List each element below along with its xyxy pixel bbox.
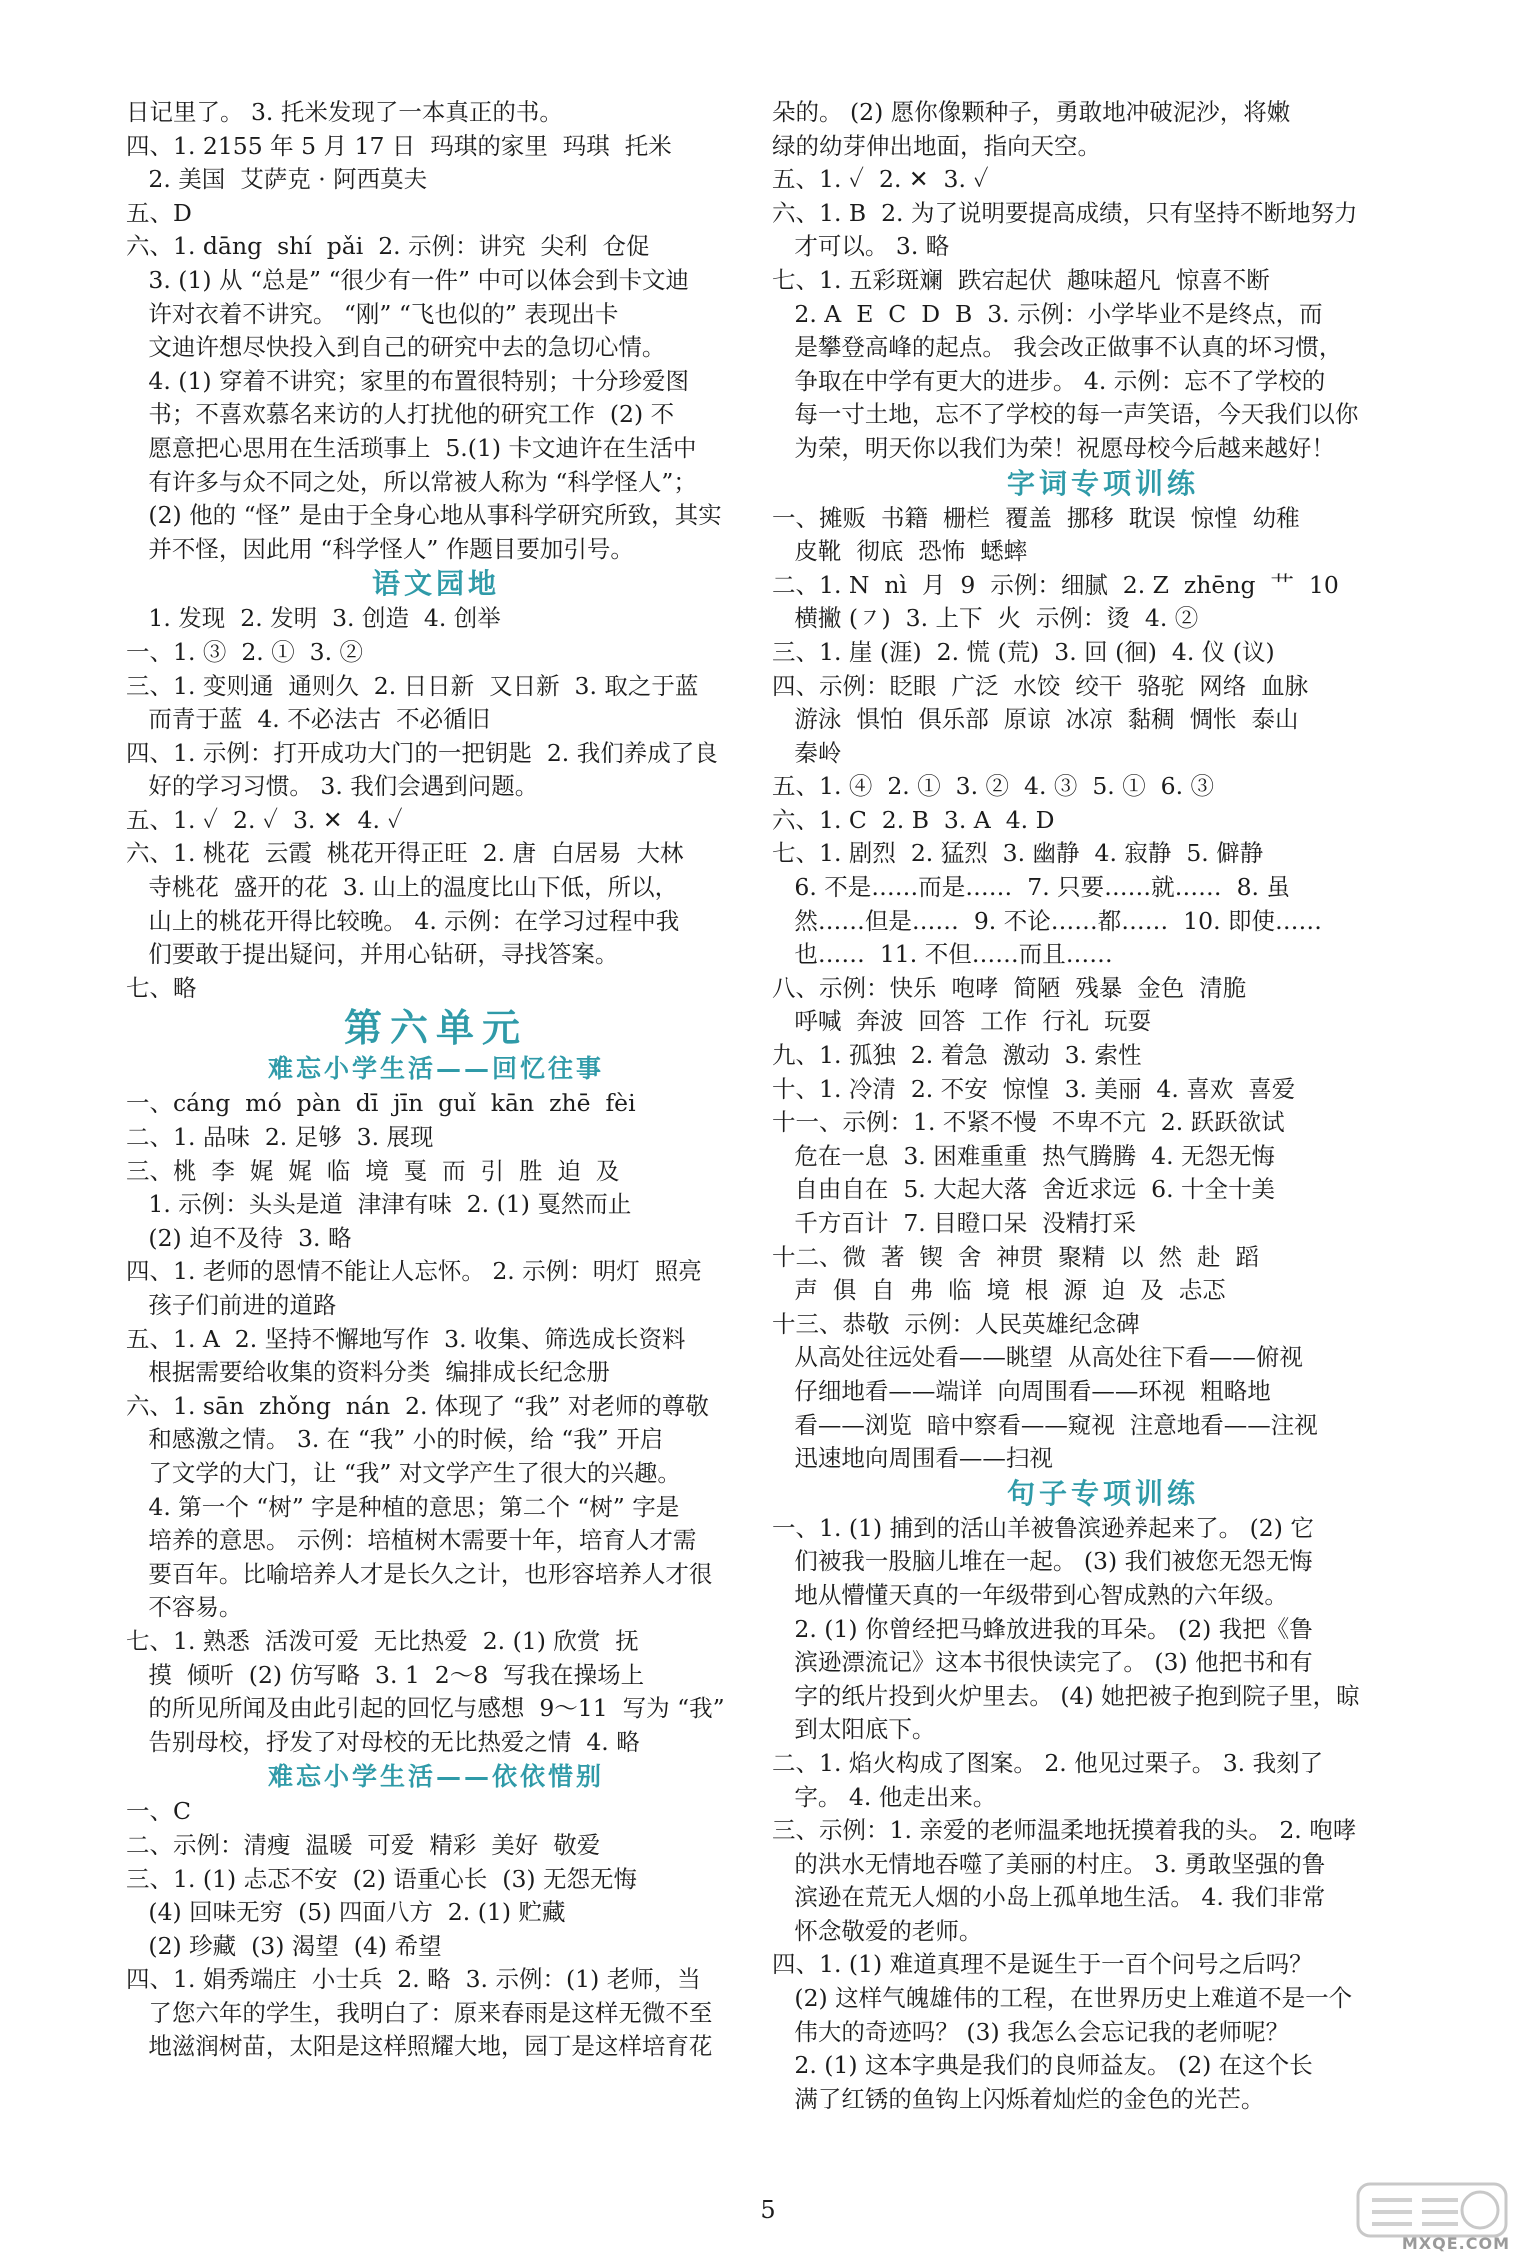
answer-line: 许对衣着不讲究。 “刚” “飞也似的” 表现出卡 — [126, 299, 619, 328]
answer-line: 二、1. 焰火构成了图案。 2. 他见过栗子。 3. 我刻了 — [772, 1748, 1324, 1777]
answer-line: (4) 回味无穷 (5) 四面八方 2. (1) 贮藏 — [126, 1898, 566, 1927]
answer-line: 了文学的大门，让 “我” 对文学产生了很大的兴趣。 — [126, 1458, 681, 1487]
answer-line: 并不怪，因此用 “科学怪人” 作题目要加引号。 — [126, 534, 634, 563]
answer-line: 2. A E C D B 3. 示例：小学毕业不是终点，而 — [772, 299, 1323, 328]
answer-line: 滨逊漂流记》这本书很快读完了。 (3) 他把书和有 — [772, 1648, 1313, 1677]
answer-line: 七、1. 熟悉 活泼可爱 无比热爱 2. (1) 欣赏 抚 — [126, 1626, 639, 1655]
answer-line: 横撇 (㇇) 3. 上下 火 示例：烫 4. ② — [772, 604, 1199, 633]
answer-line: 才可以。 3. 略 — [772, 232, 950, 261]
answer-line: 要百年。比喻培养人才是长久之计，也形容培养人才很 — [126, 1559, 713, 1588]
answer-line: 三、桃 李 娓 娓 临 境 戛 而 引 胜 迫 及 — [126, 1156, 620, 1185]
answer-line: 六、1. B 2. 为了说明要提高成绩，只有坚持不断地努力 — [772, 198, 1358, 227]
answer-line: 字的纸片投到火炉里去。 (4) 她把被子抱到院子里，晾 — [772, 1681, 1360, 1710]
answer-line: 一、C — [126, 1797, 191, 1826]
answer-line: 摸 倾听 (2) 仿写略 3. 1 2～8 写我在操场上 — [126, 1660, 645, 1689]
answer-line: 绿的幼芽伸出地面，指向天空。 — [772, 131, 1101, 160]
answer-line: 看——浏览 暗中察看——窥视 注意地看——注视 — [772, 1410, 1318, 1439]
answer-line: (2) 这样气魄雄伟的工程，在世界历史上难道不是一个 — [772, 1984, 1353, 2013]
answer-line: 1. 示例：头头是道 津津有味 2. (1) 戛然而止 — [126, 1190, 632, 1219]
answer-line: (2) 珍藏 (3) 渴望 (4) 希望 — [126, 1931, 442, 1960]
answer-line: 三、1. 变则通 通则久 2. 日日新 又日新 3. 取之于蓝 — [126, 671, 699, 700]
answer-line: 培养的意思。 示例：培植树木需要十年，培育人才需 — [126, 1526, 697, 1555]
section-heading: 句子专项训练 — [1006, 1476, 1199, 1510]
right-column — [772, 96, 1434, 2116]
section-heading: 字词专项训练 — [1006, 466, 1199, 500]
answer-line: 的所见所闻及由此引起的回忆与感想 9～11 写为 “我” — [126, 1694, 725, 1723]
section-heading: 语文园地 — [371, 567, 500, 601]
answer-line: 十三、恭敬 示例：人民英雄纪念碑 — [772, 1309, 1140, 1338]
answer-line: 七、略 — [126, 973, 197, 1002]
answer-line: 地从懵懂天真的一年级带到心智成熟的六年级。 — [772, 1580, 1288, 1609]
answer-line: 争取在中学有更大的进步。 4. 示例：忘不了学校的 — [772, 366, 1326, 395]
answer-line: 也…… 11. 不但……而且…… — [772, 940, 1113, 969]
answer-line: 迅速地向周围看——扫视 — [772, 1444, 1053, 1473]
answer-line: 二、1. 品味 2. 足够 3. 展现 — [126, 1123, 434, 1152]
subsection-heading: 难忘小学生活——回忆往事 — [267, 1054, 604, 1084]
answer-line: 2. (1) 这本字典是我们的良师益友。 (2) 在这个长 — [772, 2051, 1313, 2080]
answer-line: 五、1. ✓ 2. ✓ 3. ✕ 4. ✓ — [126, 805, 403, 834]
answer-line: 三、1. 崖 (涯) 2. 慌 (荒) 3. 回 (徊) 4. 仪 (议) — [772, 637, 1275, 666]
answer-line: 滨逊在荒无人烟的小岛上孤单地生活。 4. 我们非常 — [772, 1883, 1326, 1912]
answer-line: 五、D — [126, 198, 192, 227]
answer-line: 孩子们前进的道路 — [126, 1291, 337, 1319]
answer-line: 寺桃花 盛开的花 3. 山上的温度比山下低，所以， — [126, 873, 679, 902]
answer-line: 四、1. 老师的恩情不能让人忘怀。 2. 示例：明灯 照亮 — [126, 1257, 702, 1286]
answer-line: (2) 迫不及待 3. 略 — [126, 1223, 352, 1252]
answer-line: 每一寸土地，忘不了学校的每一声笑语，今天我们以你 — [772, 400, 1359, 429]
answer-line: 呼喊 奔波 回答 工作 行礼 玩耍 — [772, 1007, 1152, 1036]
answer-line: 一、摊贩 书籍 栅栏 覆盖 挪移 耽误 惊惶 幼稚 — [772, 503, 1300, 532]
answer-line: 二、1. N nì 月 9 示例：细腻 2. Z zhēng ⺾ 10 — [772, 570, 1339, 599]
answer-line: 根据需要给收集的资料分类 编排成长纪念册 — [126, 1358, 610, 1387]
answer-line: 朵的。 (2) 愿你像颗种子，勇敢地冲破泥沙，将嫩 — [772, 98, 1291, 126]
answer-line: 字。 4. 他走出来。 — [772, 1782, 997, 1811]
answer-line: 好的学习习惯。 3. 我们会遇到问题。 — [126, 772, 539, 801]
answer-line: 仔细地看——端详 向周围看——环视 粗略地 — [772, 1376, 1271, 1405]
answer-line: 为荣，明天你以我们为荣！祝愿母校今后越来越好！ — [772, 433, 1335, 462]
answer-line: 们要敢于提出疑问，并用心钻研，寻找答案。 — [126, 940, 619, 969]
answer-line: 山上的桃花开得比较晚。 4. 示例：在学习过程中我 — [126, 906, 680, 935]
answer-line: 三、示例：1. 亲爱的老师温柔地抚摸着我的头。 2. 咆哮 — [772, 1816, 1357, 1845]
answer-line: 伟大的奇迹吗？ (3) 我怎么会忘记我的老师呢？ — [772, 2017, 1290, 2046]
answer-line: 游泳 惧怕 俱乐部 原谅 冰凉 黏稠 惆怅 泰山 — [772, 705, 1299, 734]
answer-line: 危在一息 3. 困难重重 热气腾腾 4. 无怨无悔 — [772, 1141, 1276, 1170]
answer-line: 满了红锈的鱼钩上闪烁着灿烂的金色的光芒。 — [772, 2084, 1265, 2113]
answer-line: 日记里了。 3. 托米发现了一本真正的书。 — [126, 98, 563, 126]
answer-line: 九、1. 孤独 2. 着急 激动 3. 索性 — [772, 1041, 1142, 1070]
answer-line: 一、1. (1) 捕到的活山羊被鲁滨逊养起来了。 (2) 它 — [772, 1513, 1314, 1542]
page-number: 5 — [760, 2196, 776, 2224]
answer-line: 怀念敬爱的老师。 — [772, 1916, 983, 1945]
answer-line: 三、1. (1) 忐忑不安 (2) 语重心长 (3) 无怨无悔 — [126, 1864, 638, 1893]
answer-line: 了您六年的学生，我明白了：原来春雨是这样无微不至 — [126, 1998, 713, 2027]
watermark-text: MXQE.COM — [1401, 2234, 1510, 2253]
answer-line: 七、1. 五彩斑斓 跌宕起伏 趣味超凡 惊喜不断 — [772, 265, 1270, 294]
answer-line: 有许多与众不同之处，所以常被人称为 “科学怪人”； — [126, 467, 697, 496]
answer-line: 六、1. C 2. B 3. A 4. D — [772, 805, 1055, 834]
answer-line: 从高处往远处看——眺望 从高处往下看——俯视 — [772, 1343, 1303, 1372]
answer-line: 而青于蓝 4. 不必法古 不必循旧 — [126, 705, 491, 734]
answer-line: 四、1. (1) 难道真理不是诞生于一百个问号之后吗？ — [772, 1950, 1313, 1979]
answer-line: 3. (1) 从 “总是” “很少有一件” 中可以体会到卡文迪 — [126, 265, 690, 294]
answer-line: 四、1. 2155 年 5 月 17 日 玛琪的家里 玛琪 托米 — [126, 131, 672, 160]
answer-line: 四、1. 娟秀端庄 小士兵 2. 略 3. 示例：(1) 老师，当 — [126, 1965, 701, 1994]
answer-line: (2) 他的 “怪” 是由于全身心地从事科学研究所致，其实 — [126, 501, 722, 530]
answer-line: 告别母校，抒发了对母校的无比热爱之情 4. 略 — [126, 1727, 640, 1756]
answer-line: 1. 发现 2. 发明 3. 创造 4. 创举 — [126, 604, 501, 633]
answer-line: 五、1. ④ 2. ① 3. ② 4. ③ 5. ① 6. ③ — [772, 772, 1215, 801]
answer-line: 四、示例：眨眼 广泛 水饺 绞干 骆驼 网络 血脉 — [772, 671, 1309, 700]
answer-line: 七、1. 剧烈 2. 猛烈 3. 幽静 4. 寂静 5. 僻静 — [772, 839, 1264, 868]
answer-line: 文迪许想尽快投入到自己的研究中去的急切心情。 — [126, 333, 666, 362]
answer-line: 八、示例：快乐 咆哮 简陋 残暴 金色 清脆 — [772, 973, 1247, 1002]
answer-line: 六、1. 桃花 云霞 桃花开得正旺 2. 唐 白居易 大林 — [126, 839, 684, 868]
answer-line: 一、1. ③ 2. ① 3. ② — [126, 637, 364, 666]
answer-line: 秦岭 — [772, 738, 842, 767]
answer-line: 4. (1) 穿着不讲究；家里的布置很特别；十分珍爱图 — [126, 366, 690, 395]
answer-line: 地滋润树苗，太阳是这样照耀大地，园丁是这样培育花 — [126, 2032, 713, 2061]
answer-line: 六、1. sān zhǒng nán 2. 体现了 “我” 对老师的尊敬 — [126, 1391, 709, 1420]
answer-line: 十、1. 冷清 2. 不安 惊惶 3. 美丽 4. 喜欢 喜爱 — [772, 1074, 1296, 1103]
answer-line: 十二、微 著 锲 舍 神贯 聚精 以 然 赴 蹈 — [772, 1242, 1259, 1271]
answer-line: 书；不喜欢慕名来访的人打扰他的研究工作 (2) 不 — [126, 400, 675, 429]
answer-line: 自由自在 5. 大起大落 舍近求远 6. 十全十美 — [772, 1175, 1276, 1204]
answer-line: 2. 美国 艾萨克 · 阿西莫夫 — [126, 165, 428, 194]
answer-line: 二、示例：清瘦 温暖 可爱 精彩 美好 敬爱 — [126, 1830, 601, 1859]
answer-line: 六、1. dāng shí pǎi 2. 示例：讲究 尖利 仓促 — [126, 232, 650, 261]
answer-line: 愿意把心思用在生活琐事上 5.(1) 卡文迪许在生活中 — [126, 433, 697, 462]
answer-line: 4. 第一个 “树” 字是种植的意思；第二个 “树” 字是 — [126, 1492, 680, 1521]
subsection-heading: 难忘小学生活——依依惜别 — [267, 1762, 604, 1792]
answer-line: 然……但是…… 9. 不论……都…… 10. 即使…… — [772, 906, 1323, 935]
answer-line: 五、1. A 2. 坚持不懈地写作 3. 收集、筛选成长资料 — [126, 1324, 686, 1353]
answer-line: 的洪水无情地吞噬了美丽的村庄。 3. 勇敢坚强的鲁 — [772, 1849, 1326, 1878]
answer-line: 皮靴 彻底 恐怖 蟋蟀 — [772, 537, 1028, 566]
answer-line: 四、1. 示例：打开成功大门的一把钥匙 2. 我们养成了良 — [126, 738, 718, 767]
answer-line: 不容易。 — [126, 1593, 243, 1622]
answer-line: 千方百计 7. 目瞪口呆 没精打采 — [772, 1209, 1137, 1237]
answer-line: 十一、示例：1. 不紧不慢 不卑不亢 2. 跃跃欲试 — [772, 1108, 1285, 1137]
answer-line: 们被我一股脑儿堆在一起。 (3) 我们被您无怨无悔 — [772, 1547, 1313, 1576]
answer-line: 一、cáng mó pàn dī jīn guǐ kān zhē fèi — [126, 1089, 636, 1118]
answer-line: 声 俱 自 弗 临 境 根 源 迫 及 忐忑 — [772, 1276, 1226, 1305]
answer-line: 是攀登高峰的起点。 我会改正做事不认真的坏习惯， — [772, 333, 1343, 362]
answer-line: 6. 不是……而是…… 7. 只要……就…… 8. 虽 — [772, 873, 1290, 902]
answer-line: 到太阳底下。 — [772, 1715, 936, 1744]
answer-line: 五、1. ✓ 2. ✕ 3. ✓ — [772, 165, 989, 194]
unit-heading: 第六单元 — [343, 1005, 528, 1051]
answer-line: 2. (1) 你曾经把马蜂放进我的耳朵。 (2) 我把《鲁 — [772, 1614, 1313, 1643]
answer-line: 和感激之情。 3. 在 “我” 小的时候，给 “我” 开启 — [126, 1425, 664, 1454]
left-column — [126, 96, 746, 2064]
